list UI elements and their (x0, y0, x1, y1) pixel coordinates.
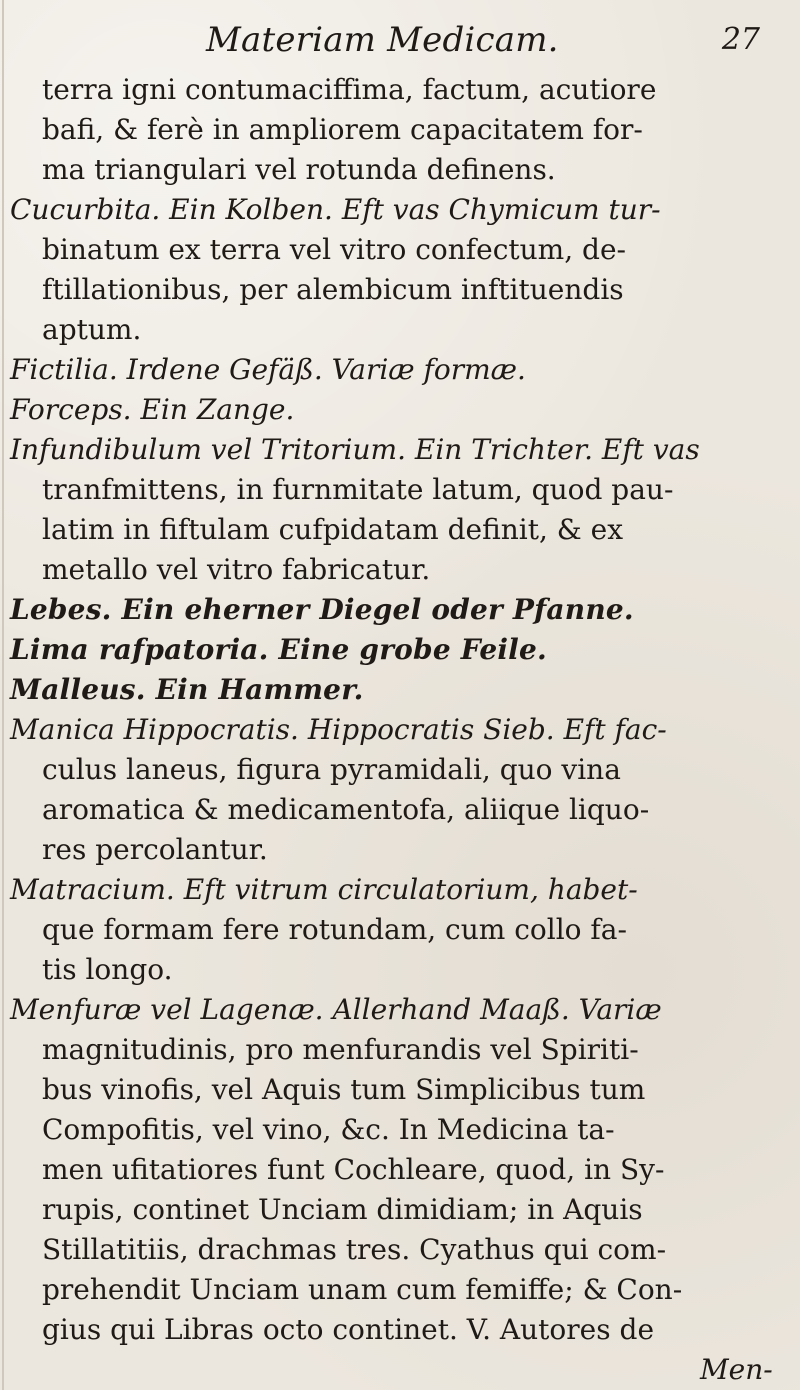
page-number: 27 (721, 22, 760, 57)
text-line: gius qui Libras octo continet. V. Autores de (42, 1313, 655, 1346)
text-line: prehendit Unciam unam cum femiffe; & Con- (42, 1273, 683, 1306)
text-line: Stillatitiis, drachmas tres. Cyathus qui com- (42, 1233, 667, 1266)
text-line: magnitudinis, pro menfurandis vel Spiriti- (42, 1033, 639, 1066)
text-line: ma triangulari vel rotunda definens. (42, 153, 556, 186)
text-line: tis longo. (42, 953, 173, 986)
text-line: aptum. (42, 313, 142, 346)
text-line: que formam fere rotundam, cum collo fa- (42, 913, 627, 946)
text-line: Manica Hippocratis. Hippocratis Sieb. Eft fac- (10, 713, 667, 746)
page-body (0, 70, 800, 1386)
text-line: Cucurbita. Ein Kolben. Eft vas Chymicum tur- (10, 193, 661, 226)
text-line: Compofitis, vel vino, &c. In Medicina ta- (42, 1113, 615, 1146)
text-line: Matracium. Eft vitrum circulatorium, habet- (10, 873, 638, 906)
text-line: bus vinofis, vel Aquis tum Simplicibus tum (42, 1073, 646, 1106)
text-line: latim in fiftulam cufpidatam definit, & ex (42, 513, 623, 546)
text-line: culus laneus, figura pyramidali, quo vina (42, 753, 621, 786)
text-line: aromatica & medicamentofa, aliique liquo- (42, 793, 650, 826)
text-line: tranfmittens, in furnmitate latum, quod pau- (42, 473, 674, 506)
text-line: metallo vel vitro fabricatur. (42, 553, 431, 586)
text-line: bafi, & ferè in ampliorem capacitatem for- (42, 113, 643, 146)
text-line: Lima rafpatoria. Eine grobe Feile. (10, 633, 547, 666)
page-header (0, 18, 800, 62)
text-line: Menfuræ vel Lagenæ. Allerhand Maaß. Variæ (10, 993, 662, 1026)
text-line: Fictilia. Irdene Gefäß. Variæ formæ. (10, 353, 526, 386)
text-line: Malleus. Ein Hammer. (10, 673, 364, 706)
text-line: res percolantur. (42, 833, 268, 866)
text-line: Lebes. Ein eherner Diegel oder Pfanne. (10, 593, 634, 626)
text-line: men ufitatiores funt Cochleare, quod, in Sy- (42, 1153, 665, 1186)
text-line: binatum ex terra vel vitro confectum, de- (42, 233, 626, 266)
running-head: Materiam Medicam. (206, 20, 559, 60)
text-line: Infundibulum vel Tritorium. Ein Trichter. Eft vas (10, 433, 700, 466)
text-line: terra igni contumaciffima, factum, acutiore (42, 73, 657, 106)
text-line: Forceps. Ein Zange. (10, 393, 295, 426)
text-line: ftillationibus, per alembicum inftituendis (42, 273, 624, 306)
text-line: Men- (700, 1353, 773, 1386)
text-line: rupis, continet Unciam dimidiam; in Aquis (42, 1193, 643, 1226)
